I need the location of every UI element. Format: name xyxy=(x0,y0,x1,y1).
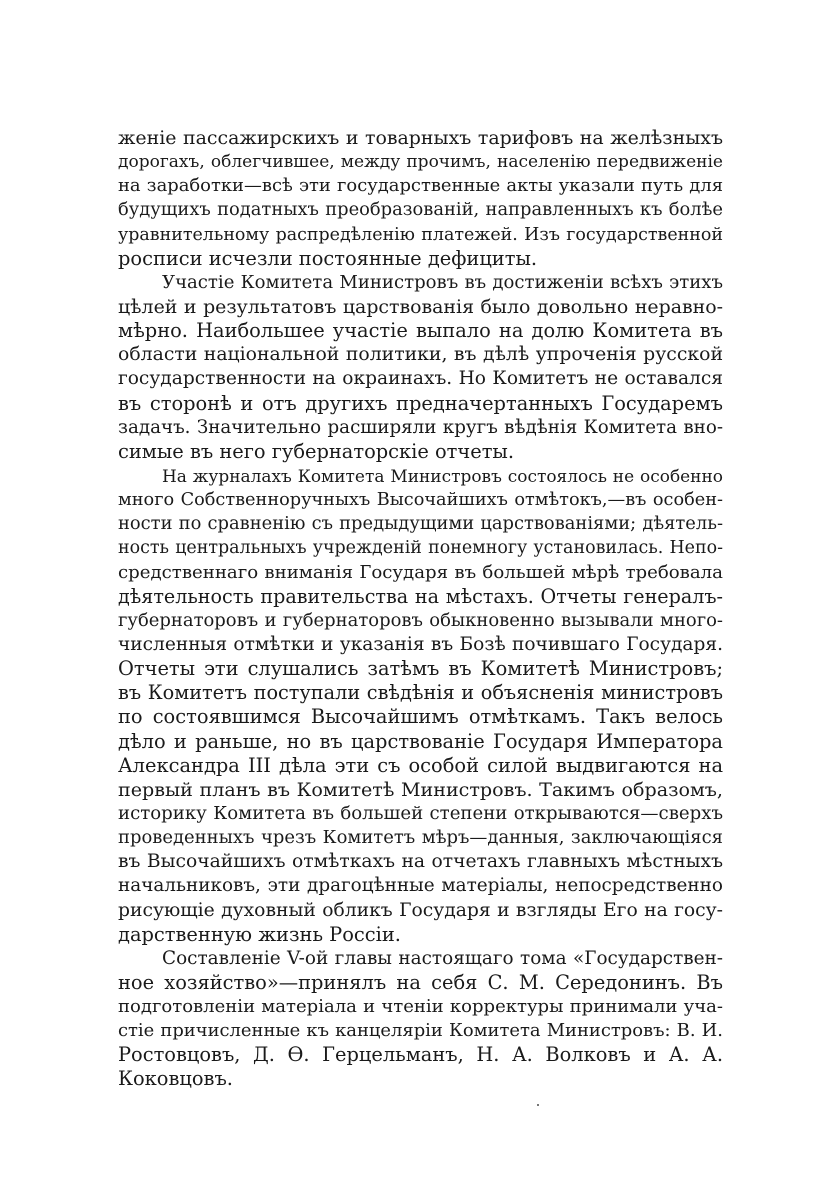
paragraph-1 xyxy=(118,126,723,271)
text-line: Ростовцовъ, Д. Ѳ. Герцельманъ, Н. А. Волковъ и А. А. xyxy=(118,1043,723,1067)
text-line: мѣрно. Наибольшее участіе выпало на долю Комитета въ xyxy=(118,319,723,343)
scan-speck xyxy=(537,1104,539,1106)
text-line: ности по сравненію съ предыдущими царствованіями; дѣятель- xyxy=(118,513,723,535)
text-line: ность центральныхъ учрежденій понемногу установилась. Непо- xyxy=(118,538,723,559)
text-line: Участіе Комитета Министровъ въ достиженіи всѣхъ этихъ xyxy=(162,271,723,293)
text-line: области національной политики, въ дѣлѣ упроченія русской xyxy=(118,344,723,366)
text-line: много Собственноручныхъ Высочайшихъ отмѣтокъ,—въ особен- xyxy=(118,490,723,511)
text-line: численныя отмѣтки и указанія въ Бозѣ почившаго Государя. xyxy=(118,633,723,655)
text-line: Составленіе V-ой главы настоящаго тома «Государствен- xyxy=(162,947,723,969)
text-line: историку Комитета въ большей степени открываются—сверхъ xyxy=(118,802,723,824)
text-line: дѣло и раньше, но въ царствованіе Государя Императора xyxy=(118,729,723,753)
text-line: дарственную жизнь Россіи. xyxy=(118,922,401,946)
text-line: Александра III дѣла эти съ особой силой выдвигаются на xyxy=(118,753,723,777)
text-line: рисующіе духовный обликъ Государя и взгляды Его на госу- xyxy=(118,899,723,921)
text-line: проведенныхъ чрезъ Комитетъ мѣръ—данныя, заключающіяся xyxy=(118,827,723,849)
text-column xyxy=(118,126,723,1092)
text-line: цѣлей и результатовъ царствованія было довольно неравно- xyxy=(118,295,723,318)
text-line: на заработки—всѣ эти государственные акты указали путь для xyxy=(118,175,723,197)
text-line: въ сторонѣ и отъ другихъ предначертанныхъ Государемъ xyxy=(118,391,723,415)
text-line: дорогахъ, облегчившее, между прочимъ, населенію передвиженіе xyxy=(118,152,723,173)
text-line: первый планъ въ Комитетѣ Министровъ. Такимъ образомъ, xyxy=(118,777,723,801)
paragraph-4 xyxy=(118,947,723,1092)
text-line: подготовленіи матеріала и чтеніи корректуры принимали уча- xyxy=(118,996,723,1018)
text-line: въ Высочайшихъ отмѣткахъ на отчетахъ главныхъ мѣстныхъ xyxy=(118,851,723,873)
text-line: На журналахъ Комитета Министровъ состоялось не особенно xyxy=(162,465,723,486)
text-line: симые въ него губернаторскіе отчеты. xyxy=(118,439,515,463)
text-line: средственнаго вниманія Государя въ большей мѣрѣ требовала xyxy=(118,561,723,583)
text-line: ное хозяйство»—принялъ на себя С. М. Середонинъ. Въ xyxy=(118,970,723,994)
paragraph-3 xyxy=(118,464,723,947)
text-line: Коковцовъ. xyxy=(118,1067,233,1091)
text-line: женіе пассажирскихъ и товарныхъ тарифовъ на желѣзныхъ xyxy=(118,127,723,149)
text-line: въ Комитетъ поступали свѣдѣнія и объясненія министровъ xyxy=(118,681,723,705)
text-line: стіе причисленные къ канцеляріи Комитета Министровъ: В. И. xyxy=(118,1020,723,1042)
text-line: дѣятельность правительства на мѣстахъ. Отчеты генералъ- xyxy=(118,584,723,608)
text-line: задачъ. Значительно расширяли кругъ вѣдѣнія Комитета вно- xyxy=(118,416,723,438)
text-line: по состоявшимся Высочайшимъ отмѣткамъ. Такъ велось xyxy=(118,705,723,729)
text-line: губернаторовъ и губернаторовъ обыкновенно вызывали много- xyxy=(118,609,723,631)
text-line: начальниковъ, эти драгоцѣнные матеріалы, непосредственно xyxy=(118,875,723,897)
paragraph-2 xyxy=(118,271,723,464)
text-line: уравнительному распредѣленію платежей. Изъ государственной xyxy=(118,224,723,245)
text-line: росписи исчезли постоянные дефициты. xyxy=(118,246,538,270)
text-line: будущихъ податныхъ преобразованій, направленныхъ къ болѣе xyxy=(118,199,723,221)
text-line: Отчеты эти слушались затѣмъ въ Комитетѣ Министровъ; xyxy=(118,657,723,681)
text-line: государственности на окраинахъ. Но Комитетъ не оставался xyxy=(118,368,723,390)
